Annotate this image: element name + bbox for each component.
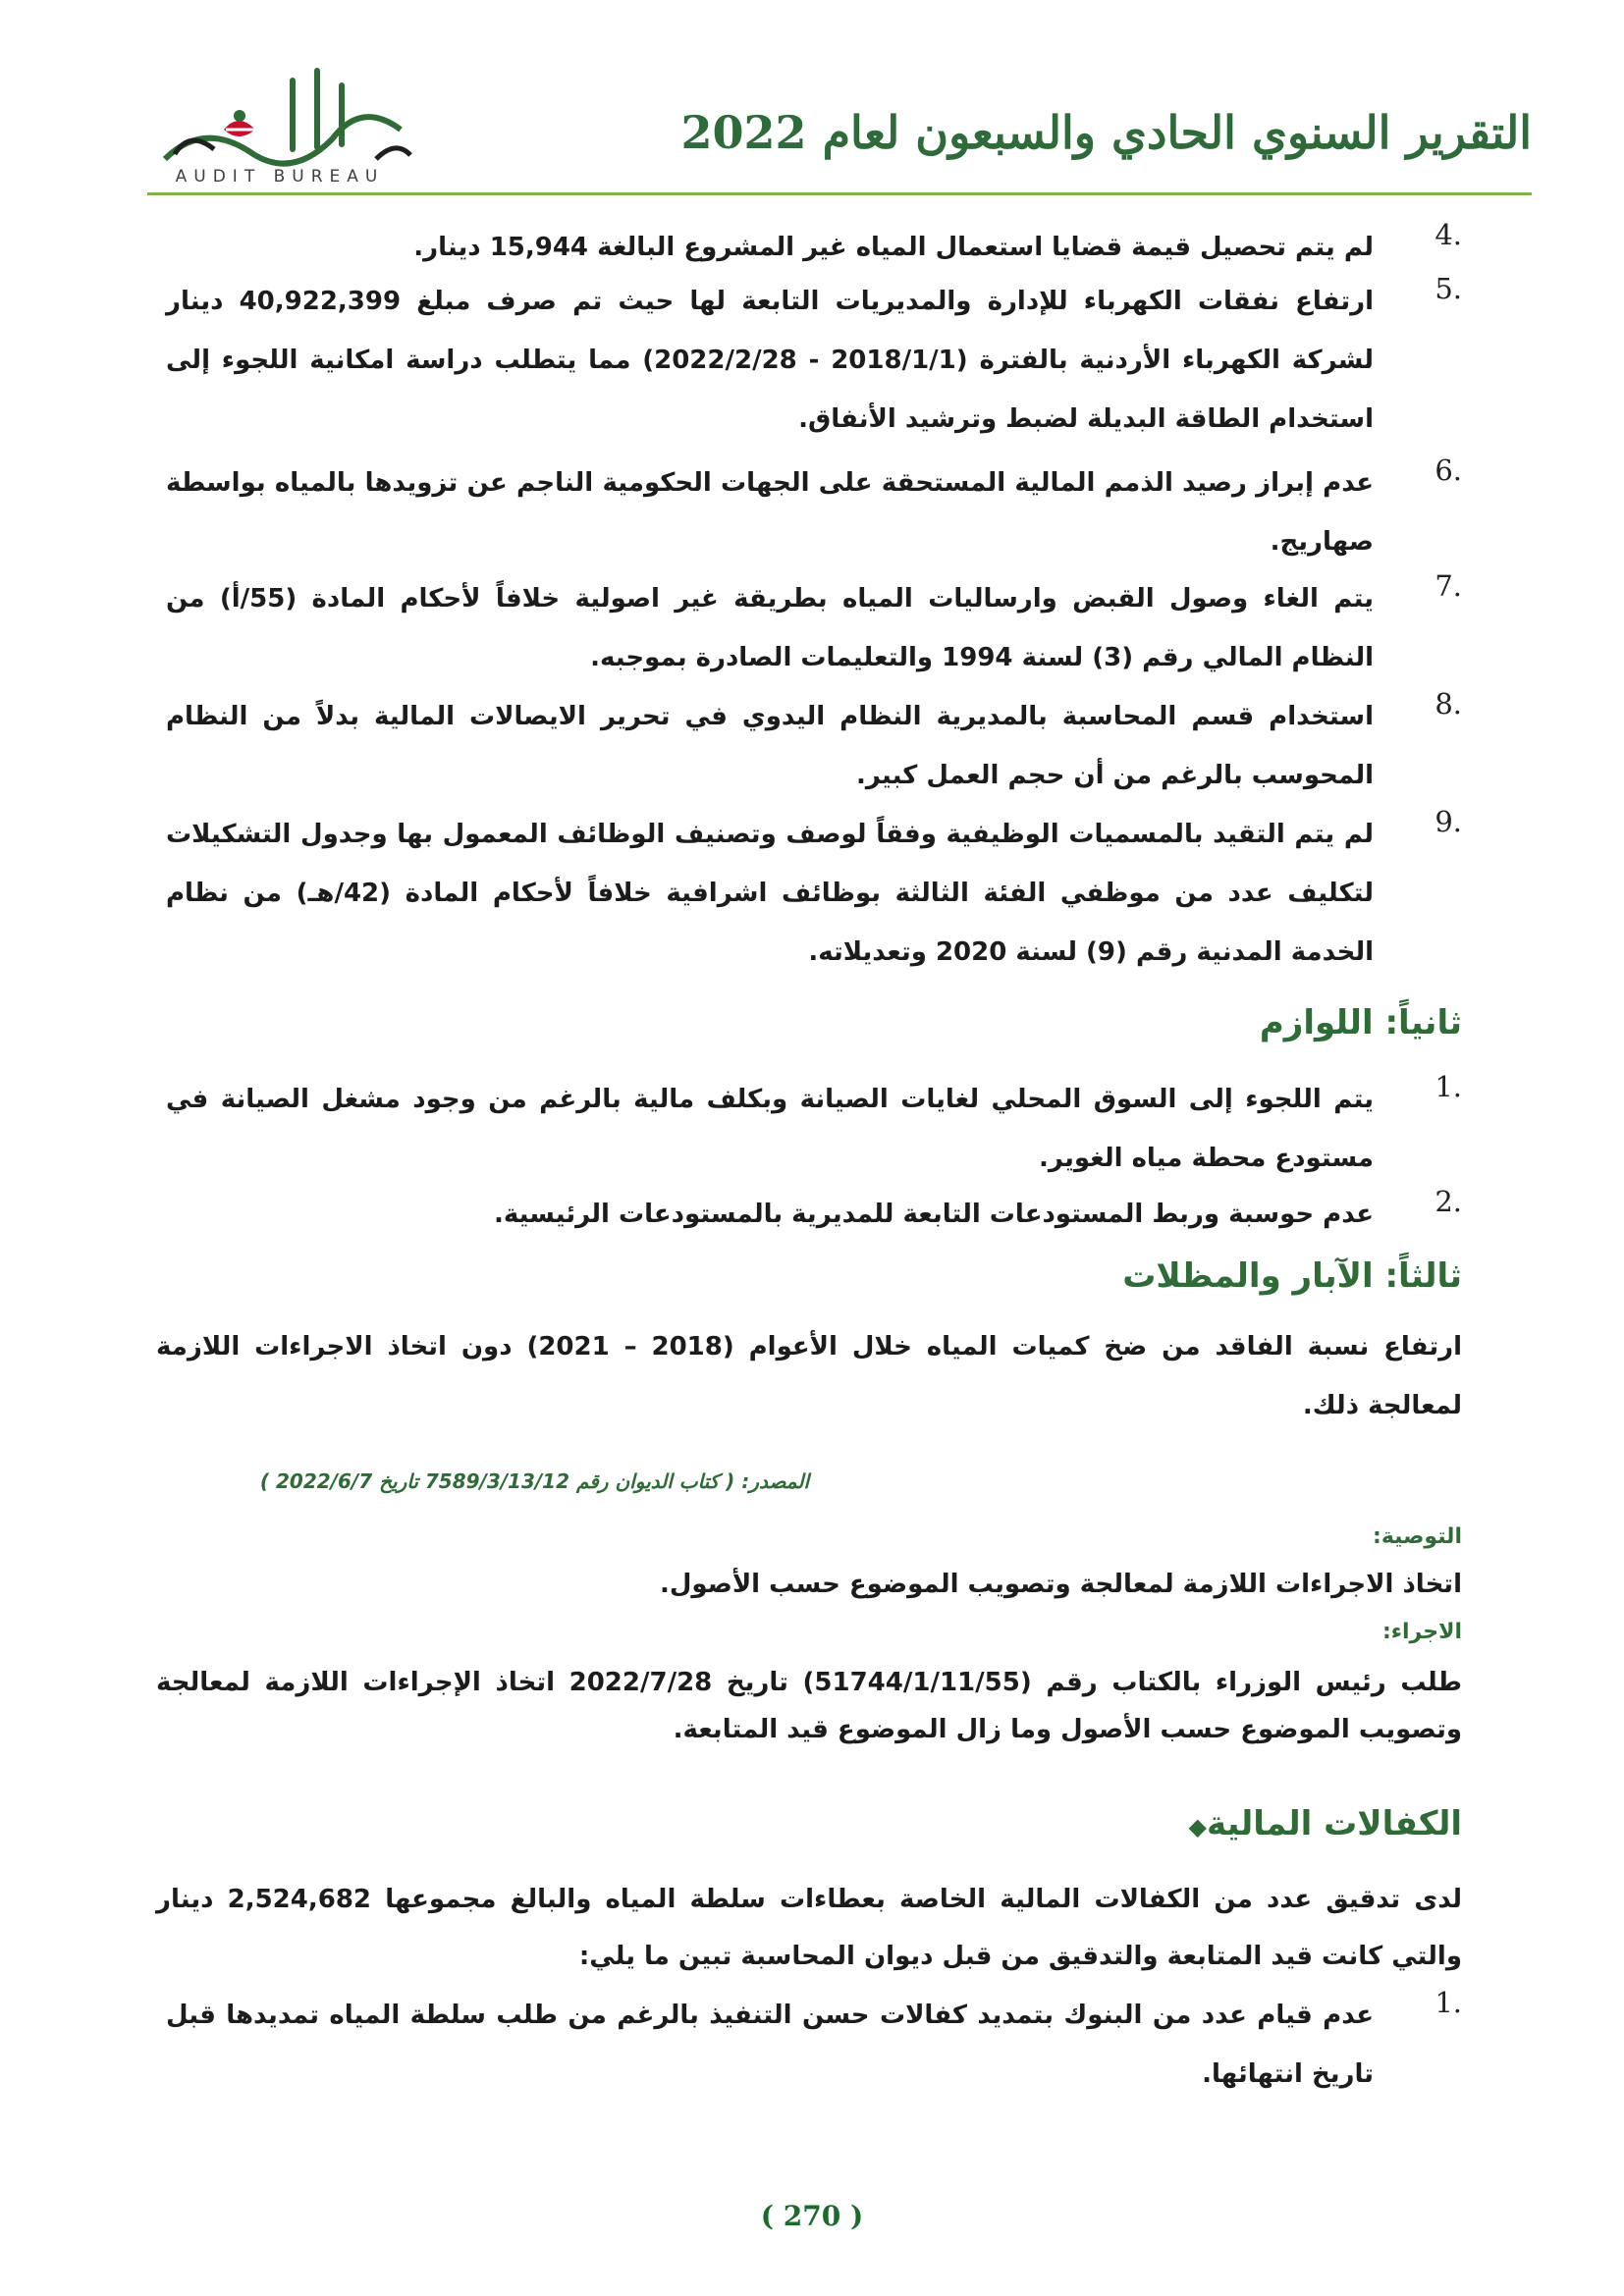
list-item [166,687,1462,805]
item-text: عدم قيام عدد من البنوك بتمديد كفالات حسن التنفيذ بالرغم من طلب سلطة المياه تمديدها قبل تاريخ انتهائها. [166,2001,1374,2089]
list-item [166,1185,1462,1244]
item-number: 4. [1435,218,1462,251]
list-item [166,569,1462,687]
section-paragraph: ارتفاع نسبة الفاقد من ضخ كميات المياه خلال الأعوام (2018 – 2021) دون اتخاذ الاجراءات اللازمة لمعالجة ذلك. [156,1332,1462,1420]
source-reference: المصدر: ( كتاب الديوان رقم 7589/3/13/12 تاريخ 2022/6/7 ) [259,1469,809,1493]
guarantees-heading [1130,1804,1462,1843]
item-number: 1. [1435,1070,1462,1103]
section-heading-wells: ثالثاً: الآبار والمظلات [1122,1256,1462,1296]
action-text: طلب رئيس الوزراء بالكتاب رقم (51744/1/11/55) تاريخ 2022/7/28 اتخاذ الإجراءات اللازمة لمعالجة وتصويب الموضوع حسب الأصول وما زال الموضوع قيد المتابعة. [156,1668,1462,1744]
list-item [166,218,1462,277]
list-item [166,1986,1462,2104]
list-item [166,1070,1462,1188]
diamond-bullet-icon: ◆ [1188,1813,1207,1841]
item-text: يتم اللجوء إلى السوق المحلي لغايات الصيانة وبكلف مالية بالرغم من وجود مشغل الصيانة في مستودع محطة مياه الغوير. [166,1085,1374,1173]
section-heading-supplies: ثانياً: اللوازم [1259,1003,1462,1042]
action-label: الاجراء: [1381,1620,1462,1644]
list-item [166,805,1462,982]
item-number: 8. [1435,687,1462,721]
list-item [166,454,1462,571]
item-text: لم يتم تحصيل قيمة قضايا استعمال المياه غير المشروع البالغة 15,944 دينار. [413,233,1374,262]
header-divider [147,192,1532,195]
item-text: استخدام قسم المحاسبة بالمديرية النظام اليدوي في تحرير الايصالات المالية بدلاً من النظام المحوسب بالرغم من أن حجم العمل كبير. [166,702,1374,790]
item-text: يتم الغاء وصول القبض وارساليات المياه بطريقة غير اصولية خلافاً لأحكام المادة (55/أ) من النظام المالي رقم (3) لسنة 1994 والتعليمات الصادرة بموجبه. [166,584,1374,672]
item-number: 7. [1435,569,1462,603]
guarantees-heading-text: الكفالات المالية [1207,1804,1462,1843]
logo-caption: AUDIT BUREAU [175,167,385,187]
recommendation-label: التوصية: [1373,1524,1462,1549]
recommendation-text: اتخاذ الاجراءات اللازمة لمعالجة وتصويب الموضوع حسب الأصول. [659,1570,1462,1599]
item-text: ارتفاع نفقات الكهرباء للإدارة والمديريات التابعة لها حيث تم صرف مبلغ 40,922,399 دينار لشركة الكهرباء الأردنية بالفترة (2018/1/1 - 2022/2/28) مما يتطلب دراسة امكانية اللجوء إلى استخدام الطاقة البديلة لضبط وترشيد الأنفاق. [166,287,1374,434]
item-number: 9. [1435,805,1462,838]
list-item [166,272,1462,449]
item-number: 5. [1435,272,1462,305]
page-number: ( 270 ) [760,2200,864,2232]
item-number: 6. [1435,454,1462,487]
report-title: التقرير السنوي الحادي والسبعون لعام 2022 [680,106,1532,159]
item-number: 1. [1435,1986,1462,2019]
item-text: عدم إبراز رصيد الذمم المالية المستحقة على الجهات الحكومية الناجم عن تزويدها بالمياه بواسطة صهاريج. [166,468,1374,557]
guarantees-intro: لدى تدقيق عدد من الكفالات المالية الخاصة بعطاءات سلطة المياه والبالغ مجموعها 2,524,682 دينار والتي كانت قيد المتابعة والتدقيق من قبل ديوان المحاسبة تبين ما يلي: [156,1885,1462,1971]
item-text: عدم حوسبة وربط المستودعات التابعة للمديرية بالمستودعات الرئيسية. [494,1200,1374,1229]
item-text: لم يتم التقيد بالمسميات الوظيفية وفقاً لوصف وتصنيف الوظائف المعمول بها وجدول التشكيلات لتكليف عدد من موظفي الفئة الثالثة بوظائف اشرافية خلافاً لأحكام المادة (42/هـ) من نظام الخدمة المدنية رقم (9) لسنة 2020 وتعديلاته. [166,820,1374,967]
item-number: 2. [1435,1185,1462,1218]
